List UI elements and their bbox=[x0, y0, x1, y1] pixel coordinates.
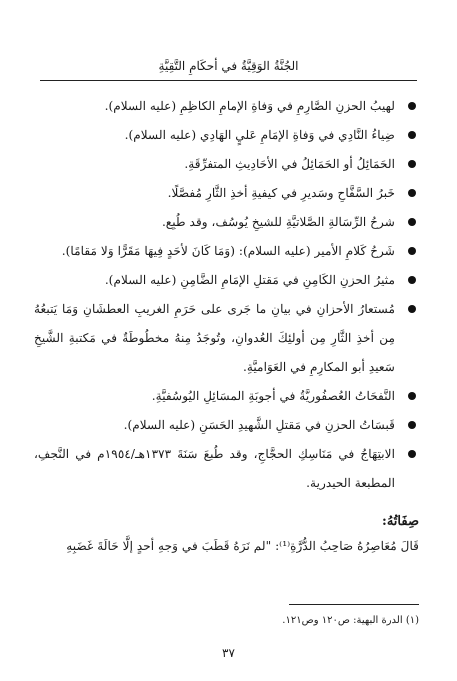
list-item bbox=[34, 411, 419, 440]
list-item bbox=[34, 440, 419, 498]
list-item-text: ضِياءُ النَّادِي في وَفاةِ الإمَامِ عَليٍ الهَادِي (عليه السلام). bbox=[124, 128, 395, 142]
list-item-text: قَبسَاتُ الحزنِ في مَقتلِ الشَّهيدِ الحَسَنِ (عليه السلام). bbox=[123, 418, 395, 432]
list-item-text: الابتِهَاجُ في مَنَاسِكِ الحجَّاجِ، وقد طُبعَ سَنَةَ ١٣٧٣هـ/١٩٥٤م في النَّجفِ، المطبعة الحيدرية. bbox=[34, 447, 395, 490]
list-item bbox=[34, 121, 419, 150]
list-item-text: مثيرُ الحزنِ الكَامِنِ في مَقتلِ الإمَامِ الضَّامِنِ (عليه السلام). bbox=[104, 273, 395, 287]
bullet-icon bbox=[408, 218, 416, 226]
list-item bbox=[34, 295, 419, 382]
list-item bbox=[34, 382, 419, 411]
bullet-icon bbox=[408, 160, 416, 168]
page-number: ٣٧ bbox=[222, 646, 235, 660]
list-item bbox=[34, 179, 419, 208]
list-item-text: شَرحُ كَلامِ الأمير (عليه السلام): (وَمَا كَانَ لأحَدٍ فِيهَا مَقَرًّا وَلا مَقامًا). bbox=[61, 244, 395, 258]
bullet-icon bbox=[408, 276, 416, 284]
list-item bbox=[34, 150, 419, 179]
bullet-icon bbox=[408, 421, 416, 429]
bullet-icon bbox=[408, 450, 416, 458]
bullet-icon bbox=[408, 392, 416, 400]
list-item-text: مُستعارُ الأحزانِ في بيانِ ما جَرى على حَرَمِ الغريبِ العطشَانِ وَمَا يَتبعُهُ مِن أخذِ الثَّارِ مِن أولئِكَ العُدوانِ، وتُوجَدُ مِنهُ مخطُوطَةٌ في مَكتبةِ الشَّيخِ سَعيدِ أبو المكارِمِ في العَوَاميَّةِ. bbox=[34, 302, 395, 374]
list-item-text: خَبرُ السَّفَّاحِ وسَديرِ في كيفيةِ أخذِ الثَّارِ مُفصَّلًا. bbox=[167, 186, 395, 200]
quote-line: قَالَ مُعَاصِرُهُ صَاحِبُ الدُّرَّةِ⁽¹⁾: "لم نَرَهُ قَطَبَ في وَجهِ أحدٍ إلَّا حَالَةَ غَضَبِهِ bbox=[66, 539, 419, 553]
list-item-text: النَّفحَاتُ العُصفُوريَّةُ في أجوبَةِ المسَائِلِ اليُوسُفيَّةِ. bbox=[151, 389, 395, 403]
bullet-icon bbox=[408, 102, 416, 110]
list-item-text: الحَمَائِلُ أو الحَمَائِلُ في الأحَادِيثِ المتفرِّقَةِ. bbox=[184, 157, 395, 171]
bullet-icon bbox=[408, 131, 416, 139]
header-rule bbox=[40, 80, 417, 81]
list-item bbox=[34, 208, 419, 237]
section-heading: صِفَاتُهُ: bbox=[382, 514, 419, 529]
footnote: (١) الدرة البهية: ص١٢٠ وص١٢١. bbox=[282, 615, 419, 626]
bullet-icon bbox=[408, 305, 416, 313]
list-item-text: لهيبُ الحزنِ الصَّارِمِ في وَفاةِ الإمامِ الكاظِمِ (عليه السلام). bbox=[104, 99, 395, 113]
list-item bbox=[34, 237, 419, 266]
list-item-text: شرحُ الرِّسَالةِ الصَّلاتيَّةِ للشيخِ يُوسُف، وقد طُبِع. bbox=[161, 215, 395, 229]
bullet-icon bbox=[408, 189, 416, 197]
works-list bbox=[34, 92, 419, 498]
list-item bbox=[34, 92, 419, 121]
list-item bbox=[34, 266, 419, 295]
running-header: الجُنَّةُ الوَقِيَّةُ في أحكَامِ التَّقِيَّةِ bbox=[158, 59, 299, 73]
footnote-rule bbox=[289, 604, 419, 605]
bullet-icon bbox=[408, 247, 416, 255]
